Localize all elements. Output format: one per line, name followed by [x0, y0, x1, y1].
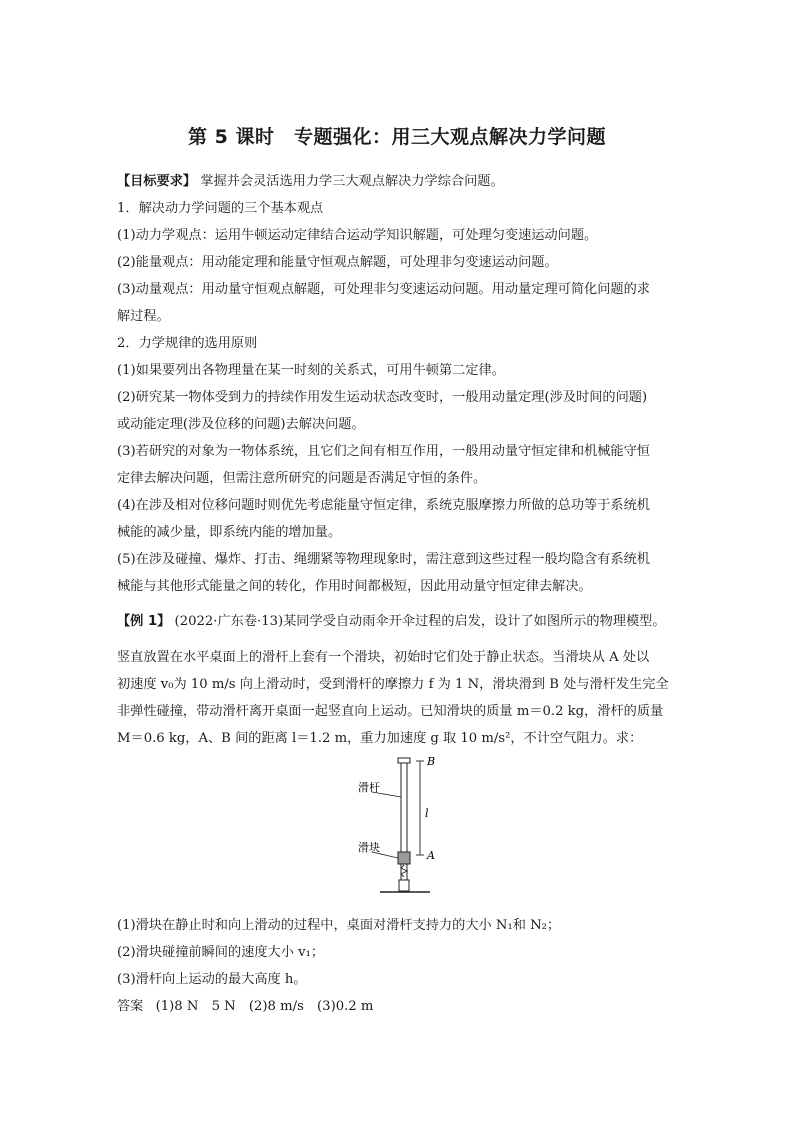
slider-block	[398, 852, 410, 864]
answer-text: (1)8 N 5 N (2)8 m/s (3)0.2 m	[155, 999, 374, 1014]
goal-line	[117, 174, 682, 190]
section1-item: (1)动力学观点：运用牛顿运动定律结合运动学知识解题，可处理匀变速运动问题。	[117, 228, 598, 243]
section2-item: 械能与其他形式能量之间的转化，作用时间都极短，因此用动量守恒定律去解决。	[117, 579, 592, 594]
point-b-label: B	[427, 755, 436, 768]
answer-line	[117, 999, 682, 1015]
section2-item: (3)若研究的对象为一物体系统，且它们之间有相互作用，一般用动量守恒定律和机械能守恒	[117, 444, 650, 459]
section2-item: 械能的减少量，即系统内能的增加量。	[117, 525, 342, 540]
section2-item: (1)如果要列出各物理量在某一时刻的关系式，可用牛顿第二定律。	[117, 363, 505, 378]
section2-item: (5)在涉及碰撞、爆炸、打击、绳绷紧等物理现象时，需注意到这些过程一般均隐含有系统机	[117, 552, 650, 567]
example-line: 非弹性碰撞，带动滑杆离开桌面一起竖直向上运动。已知滑块的质量 m＝0.2 kg，滑杆的质量	[117, 704, 664, 719]
section1-item: (2)能量观点：用动能定理和能量守恒观点解题，可处理非匀变速运动问题。	[117, 255, 558, 270]
example-line: M＝0.6 kg，A、B 间的距离 l＝1.2 m，重力加速度 g 取 10 m/s²，不计空气阻力。求：	[117, 731, 643, 746]
point-a-label: A	[427, 849, 435, 862]
section1-item: (3)动量观点：用动量守恒观点解题，可处理非匀变速运动问题。用动量定理可简化问题的求	[117, 282, 650, 297]
goal-tag: 【目标要求】	[117, 174, 197, 189]
answer-label: 答案	[117, 999, 144, 1014]
question-item: (1)滑块在静止时和向上滑动的过程中，桌面对滑杆支持力的大小 N₁和 N₂；	[117, 918, 561, 933]
section2-item: 定律去解决问题，但需注意所研究的问题是否满足守恒的条件。	[117, 471, 487, 486]
block-label: 滑块	[358, 841, 380, 854]
section2-heading: 2．力学规律的选用原则	[117, 336, 258, 351]
page-title: 第 5 课时 专题强化：用三大观点解决力学问题	[188, 126, 606, 148]
example-line: 竖直放置在水平桌面上的滑杆上套有一个滑块，初始时它们处于静止状态。当滑块从 A 处以	[117, 650, 650, 665]
rod-top-cap	[398, 758, 410, 763]
section2-item: 或动能定理(涉及位移的问题)去解决问题。	[117, 417, 365, 432]
example-first-line	[117, 614, 682, 630]
rod-block-figure	[350, 755, 450, 900]
section2-item: (2)研究某一物体受到力的持续作用发生运动状态改变时，一般用动量定理(涉及时间的问题)	[117, 390, 648, 405]
rod-base	[399, 880, 409, 891]
section1-item: 解过程。	[117, 309, 170, 324]
example-tag: 【例 1】	[117, 614, 171, 629]
rod-label: 滑杆	[358, 781, 380, 794]
question-item: (3)滑杆向上运动的最大高度 h。	[117, 972, 307, 987]
question-item: (2)滑块碰撞前瞬间的速度大小 v₁；	[117, 945, 325, 960]
example-intro: 某同学受自动雨伞开伞过程的启发，设计了如图所示的物理模型。	[283, 614, 666, 629]
example-line: 初速度 v₀为 10 m/s 向上滑动时，受到滑杆的摩擦力 f 为 1 N，滑块滑到 B 处与滑杆发生完全	[117, 677, 669, 692]
goal-text: 掌握并会灵活选用力学三大观点解决力学综合问题。	[200, 174, 504, 189]
example-source: (2022·广东卷·13)	[174, 614, 284, 629]
section2-item: (4)在涉及相对位移问题时则优先考虑能量守恒定律，系统克服摩擦力所做的总功等于系统机	[117, 498, 650, 513]
section1-heading: 1．解决动力学问题的三个基本观点	[117, 201, 324, 216]
length-label: l	[425, 807, 429, 820]
